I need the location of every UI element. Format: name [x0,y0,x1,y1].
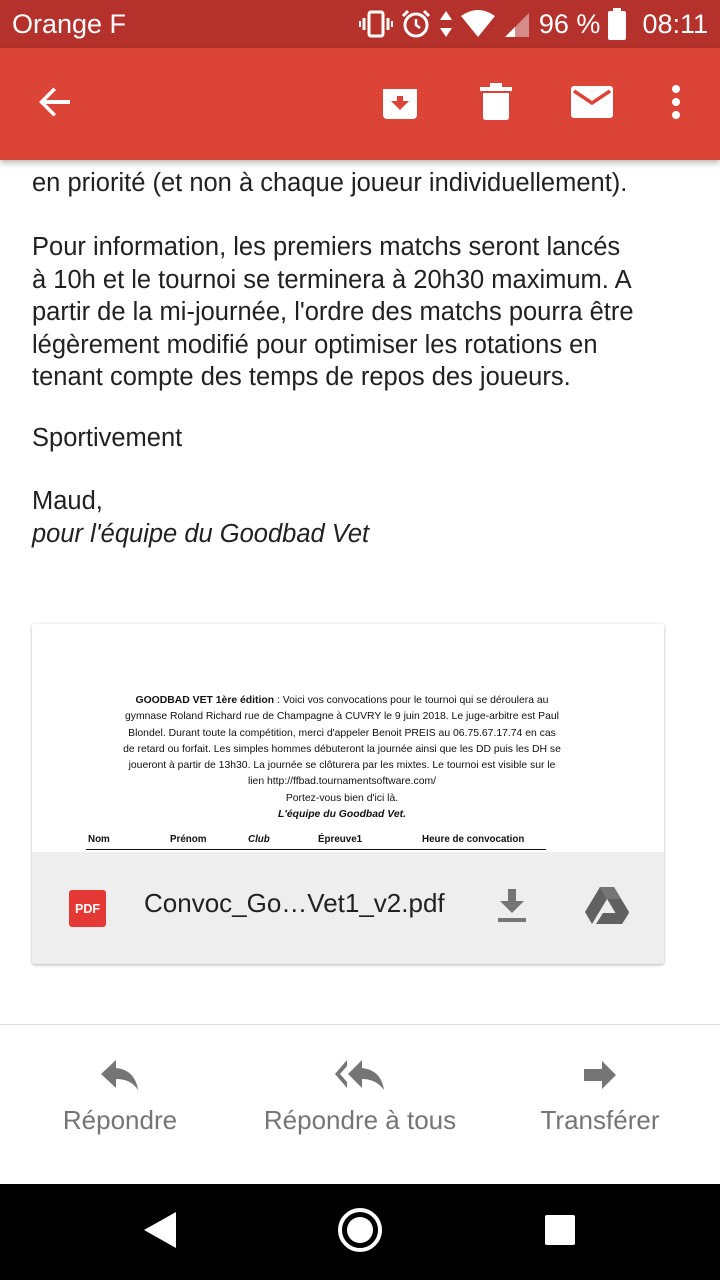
email-paragraph [32,231,634,394]
status-icons [359,6,708,42]
attachment-preview[interactable] [32,624,664,852]
delete-icon [480,83,512,126]
battery-icon [608,8,626,40]
back-arrow-icon [37,84,73,125]
signal-icon [503,10,531,38]
system-nav-bar [0,1184,720,1280]
preview-paragraph [72,693,612,823]
preview-line: joueront à partir de 13h30. La journée se clôturera par les mixtes. Le tournoi est visible sur le [128,760,556,772]
email-line: Pour information, les premiers matchs seront lancés [32,233,621,261]
save-to-drive-button[interactable] [582,884,632,932]
reply-all-icon [335,1055,385,1095]
email-line: tenant compte des temps de repos des joueurs. [32,363,571,391]
data-arrows-icon [439,9,453,39]
signature-name: Maud, [32,487,103,515]
clock: 08:11 [642,8,708,39]
attachment-info-bar[interactable] [32,852,664,964]
email-line: en priorité (et non à chaque joueur individuellement). [32,169,628,197]
battery-percent: 96 % [538,8,601,39]
signature-team: pour l'équipe du Goodbad Vet [32,520,370,548]
preview-line: Portez-vous bien d'ici là. [285,792,399,804]
back-button[interactable] [27,76,83,132]
alarm-icon [401,9,431,39]
more-options-button[interactable] [648,76,704,132]
preview-table-header [86,834,546,850]
delete-button[interactable] [468,76,524,132]
preview-line: GOODBAD VET 1ère édition : Voici vos convocations pour le tournoi qui se déroulera au [135,695,549,706]
preview-heading: GOODBAD VET 1ère édition [135,695,275,706]
email-line: partir de la mi-journée, l'ordre des matchs pourra être [32,298,634,326]
reply-all-button[interactable] [250,1055,470,1165]
wifi-icon [461,10,495,38]
vibrate-icon [359,9,393,39]
preview-line: lien http://ffbad.tournamentsoftware.com/ [247,776,437,788]
download-button[interactable] [488,884,536,932]
nav-back-icon [142,1210,178,1255]
attachment-file-name[interactable]: Convoc_Go…Vet1_v2.pdf [144,888,445,918]
preview-col-epreuve: Épreuve1 [318,834,363,845]
nav-home-icon [337,1207,383,1258]
reply-label: Répondre [62,1105,178,1135]
pdf-file-icon: PDF [69,890,106,927]
nav-recents-icon [544,1214,576,1251]
preview-signature: L'équipe du Goodbad Vet. [278,809,406,821]
archive-icon [381,83,419,126]
forward-button[interactable] [520,1055,680,1165]
drive-icon [585,887,629,930]
forward-label: Transférer [540,1105,660,1135]
download-icon [497,889,527,928]
preview-line: gymnase Roland Richard rue de Champagne à CUVRY le 9 juin 2018. Le juge-arbitre est Paul [125,711,559,723]
reply-button[interactable] [40,1055,200,1165]
forward-icon [584,1055,616,1095]
closing-line: Sportivement [32,424,183,452]
nav-recents-button[interactable] [532,1204,588,1260]
nav-back-button[interactable] [132,1204,188,1260]
preview-line: de retard ou forfait. Les simples hommes débuteront la journée ainsi que les DD puis les DH se [123,743,561,755]
mark-unread-button[interactable] [564,76,620,132]
preview-col-club: Club [248,834,270,845]
attachment-card[interactable] [32,624,664,964]
preview-col-heure: Heure de convocation [422,834,525,845]
archive-button[interactable] [372,76,428,132]
preview-line: Blondel. Durant toute la compétition, merci d'appeler Benoit PREIS au 06.75.67.17.74 en cas [128,727,556,739]
app-bar [0,48,720,160]
mark-unread-icon [570,85,614,124]
email-line: légèrement modifié pour optimiser les rotations en [32,330,598,359]
status-bar [0,0,720,48]
preview-col-nom: Nom [88,834,110,845]
reply-icon [101,1055,139,1095]
carrier-name: Orange F [12,9,127,39]
nav-home-button[interactable] [332,1204,388,1260]
email-content[interactable] [0,160,720,1024]
email-line: à 10h et le tournoi se terminera à 20h30 maximum. A [32,265,632,294]
preview-col-prenom: Prénom [170,834,207,845]
message-actions-bar [0,1024,720,1184]
more-vert-icon [671,84,681,125]
reply-all-label: Répondre à tous [263,1105,457,1135]
